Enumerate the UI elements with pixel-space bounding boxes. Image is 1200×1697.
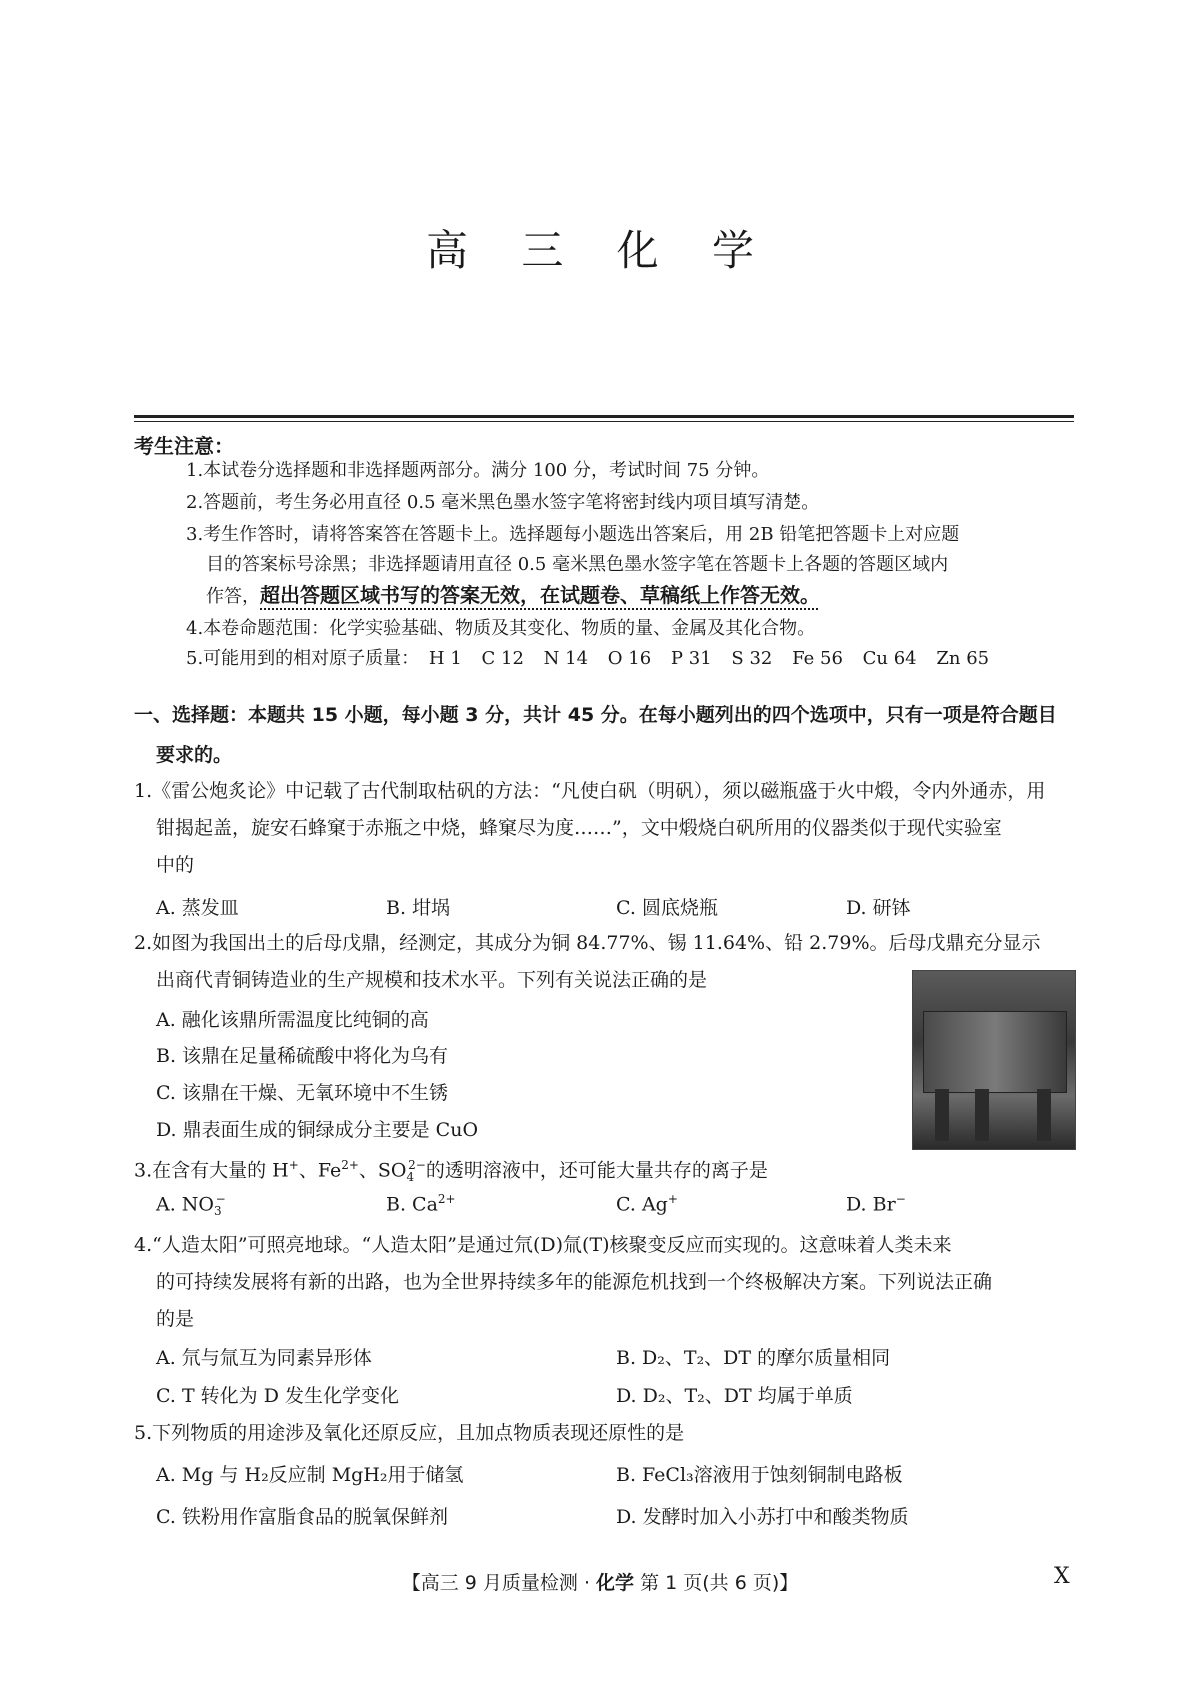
q3-stem-part: 、SO xyxy=(358,1159,407,1182)
atom-mass-item: S 32 xyxy=(731,648,773,669)
q1-stem-line-3: 中的 xyxy=(156,854,195,876)
section-heading-cont: 要求的。 xyxy=(156,744,233,766)
q4-stem-line-1: 4.“人造太阳”可照亮地球。“人造太阳”是通过氘(D)氚(T)核聚变反应而实现的。这意味着人类未来 xyxy=(134,1234,952,1256)
notice-line-3a: 3.考生作答时，请将答案答在答题卡上。选择题每小题选出答案后，用 2B 铅笔把答题卡上对应题 xyxy=(186,524,960,545)
atom-mass-item: Fe 56 xyxy=(792,648,843,669)
atom-mass-item: Cu 64 xyxy=(862,648,917,669)
q3-option-a: A. $NO_3^-$ xyxy=(156,1192,226,1219)
q3-option-d: D. Br− xyxy=(846,1192,906,1216)
notice-warning: 超出答题区域书写的答案无效，在试题卷、草稿纸上作答无效。 xyxy=(260,583,820,607)
q4-option-a: A. 氘与氚互为同素异形体 xyxy=(156,1347,372,1369)
q2-stem-line-2: 出商代青铜铸造业的生产规模和技术水平。下列有关说法正确的是 xyxy=(156,969,708,991)
q1-option-a: A. 蒸发皿 xyxy=(156,897,239,919)
q1-option-c: C. 圆底烧瓶 xyxy=(616,897,718,919)
notice-line-3c xyxy=(206,582,820,610)
atom-mass-item: N 14 xyxy=(543,648,589,669)
divider-thick xyxy=(134,415,1074,418)
q1-option-d: D. 研钵 xyxy=(846,897,911,919)
version-mark: X xyxy=(1054,1564,1070,1589)
notice-line-4: 4.本卷命题范围：化学实验基础、物质及其变化、物质的量、金属及其化合物。 xyxy=(186,618,816,639)
bronze-ding-photo xyxy=(912,970,1076,1150)
q3-stem-part: 的透明溶液中，还可能大量共存的离子是 xyxy=(425,1159,768,1182)
atom-mass-item: O 16 xyxy=(607,648,652,669)
q1-stem-line-1: 1.《雷公炮炙论》中记载了古代制取枯矾的方法：“凡使白矾（明矾），须以磁瓶盛于火中煅，令内外通赤，用 xyxy=(134,780,1046,802)
footer-prefix: 【高三 9 月质量检测 · xyxy=(401,1572,597,1594)
q4-option-c: C. T 转化为 D 发生化学变化 xyxy=(156,1385,399,1407)
footer-subject: 化学 xyxy=(596,1572,635,1594)
q5-stem: 5.下列物质的用途涉及氧化还原反应，且加点物质表现还原性的是 xyxy=(134,1422,685,1444)
atom-mass-item: Zn 65 xyxy=(936,648,990,669)
q2-option-a: A. 融化该鼎所需温度比纯铜的高 xyxy=(156,1009,429,1031)
page-title: 高 三 化 学 xyxy=(425,226,775,275)
section-heading: 一、选择题：本题共 15 小题，每小题 3 分，共计 45 分。在每小题列出的四个选项中，只有一项是符合题目 xyxy=(134,704,1057,726)
q3-stem-part: 3.在含有大量的 H xyxy=(134,1159,289,1182)
q1-option-b: B. 坩埚 xyxy=(386,897,451,919)
q5-option-a: A. Mg 与 H₂反应制 MgH₂用于储氢 xyxy=(156,1464,464,1486)
notice-line-1: 1.本试卷分选择题和非选择题两部分。满分 100 分，考试时间 75 分钟。 xyxy=(186,460,770,481)
notice-heading: 考生注意： xyxy=(134,434,234,458)
q3-option-c: C. Ag+ xyxy=(616,1192,678,1216)
notice-line-5 xyxy=(186,646,1003,672)
atom-mass-item: P 31 xyxy=(670,648,712,669)
q4-option-b: B. D₂、T₂、DT 的摩尔质量相同 xyxy=(616,1347,891,1369)
atom-mass-item: H 1 xyxy=(428,648,462,669)
notice-line-2: 2.答题前，考生务必用直径 0.5 毫米黑色墨水签字笔将密封线内项目填写清楚。 xyxy=(186,492,820,513)
q3-option-b: B. $Ca^{2+}$ xyxy=(386,1192,456,1216)
q2-option-d: D. 鼎表面生成的铜绿成分主要是 CuO xyxy=(156,1119,479,1141)
notice-line-3b: 目的答案标号涂黑；非选择题请用直径 0.5 毫米黑色墨水签字笔在答题卡上各题的答题区域内 xyxy=(206,554,949,575)
q5-option-c: C. 铁粉用作富脂食品的脱氧保鲜剂 xyxy=(156,1506,448,1528)
q2-stem-line-1: 2.如图为我国出土的后母戊鼎，经测定，其成分为铜 84.77%、锡 11.64%、铅 2.79%。后母戊鼎充分显示 xyxy=(134,932,1041,954)
q1-stem-line-2: 钳揭起盖，旋安石蜂窠于赤瓶之中烧，蜂窠尽为度……”，文中煅烧白矾所用的仪器类似于现代实验室 xyxy=(156,817,1002,839)
q2-option-b: B. 该鼎在足量稀硫酸中将化为乌有 xyxy=(156,1045,449,1067)
q5-option-b: B. FeCl₃溶液用于蚀刻铜制电路板 xyxy=(616,1464,903,1486)
q3-stem: 3.在含有大量的 H+、$Fe^{2+}$、$SO_4^{2-}$的透明溶液中，还可能大量共存的离子是 xyxy=(134,1158,768,1185)
q4-option-d: D. D₂、T₂、DT 均属于单质 xyxy=(616,1385,853,1407)
q4-stem-line-3: 的是 xyxy=(156,1308,195,1330)
atom-mass-item: C 12 xyxy=(481,648,524,669)
page-footer xyxy=(0,1568,1200,1595)
footer-page-info: 第 1 页(共 6 页)】 xyxy=(634,1572,799,1594)
q5-option-d: D. 发酵时加入小苏打中和酸类物质 xyxy=(616,1506,909,1528)
notice-line-3c-prefix: 作答， xyxy=(206,586,260,607)
q2-option-c: C. 该鼎在干燥、无氧环境中不生锈 xyxy=(156,1082,448,1104)
divider-thin xyxy=(134,421,1074,422)
q4-stem-line-2: 的可持续发展将有新的出路，也为全世界持续多年的能源危机找到一个终极解决方案。下列说法正确 xyxy=(156,1271,993,1293)
q3-stem-part: 、Fe xyxy=(298,1159,342,1182)
atom-mass-label: 5.可能用到的相对原子质量： xyxy=(186,648,420,669)
